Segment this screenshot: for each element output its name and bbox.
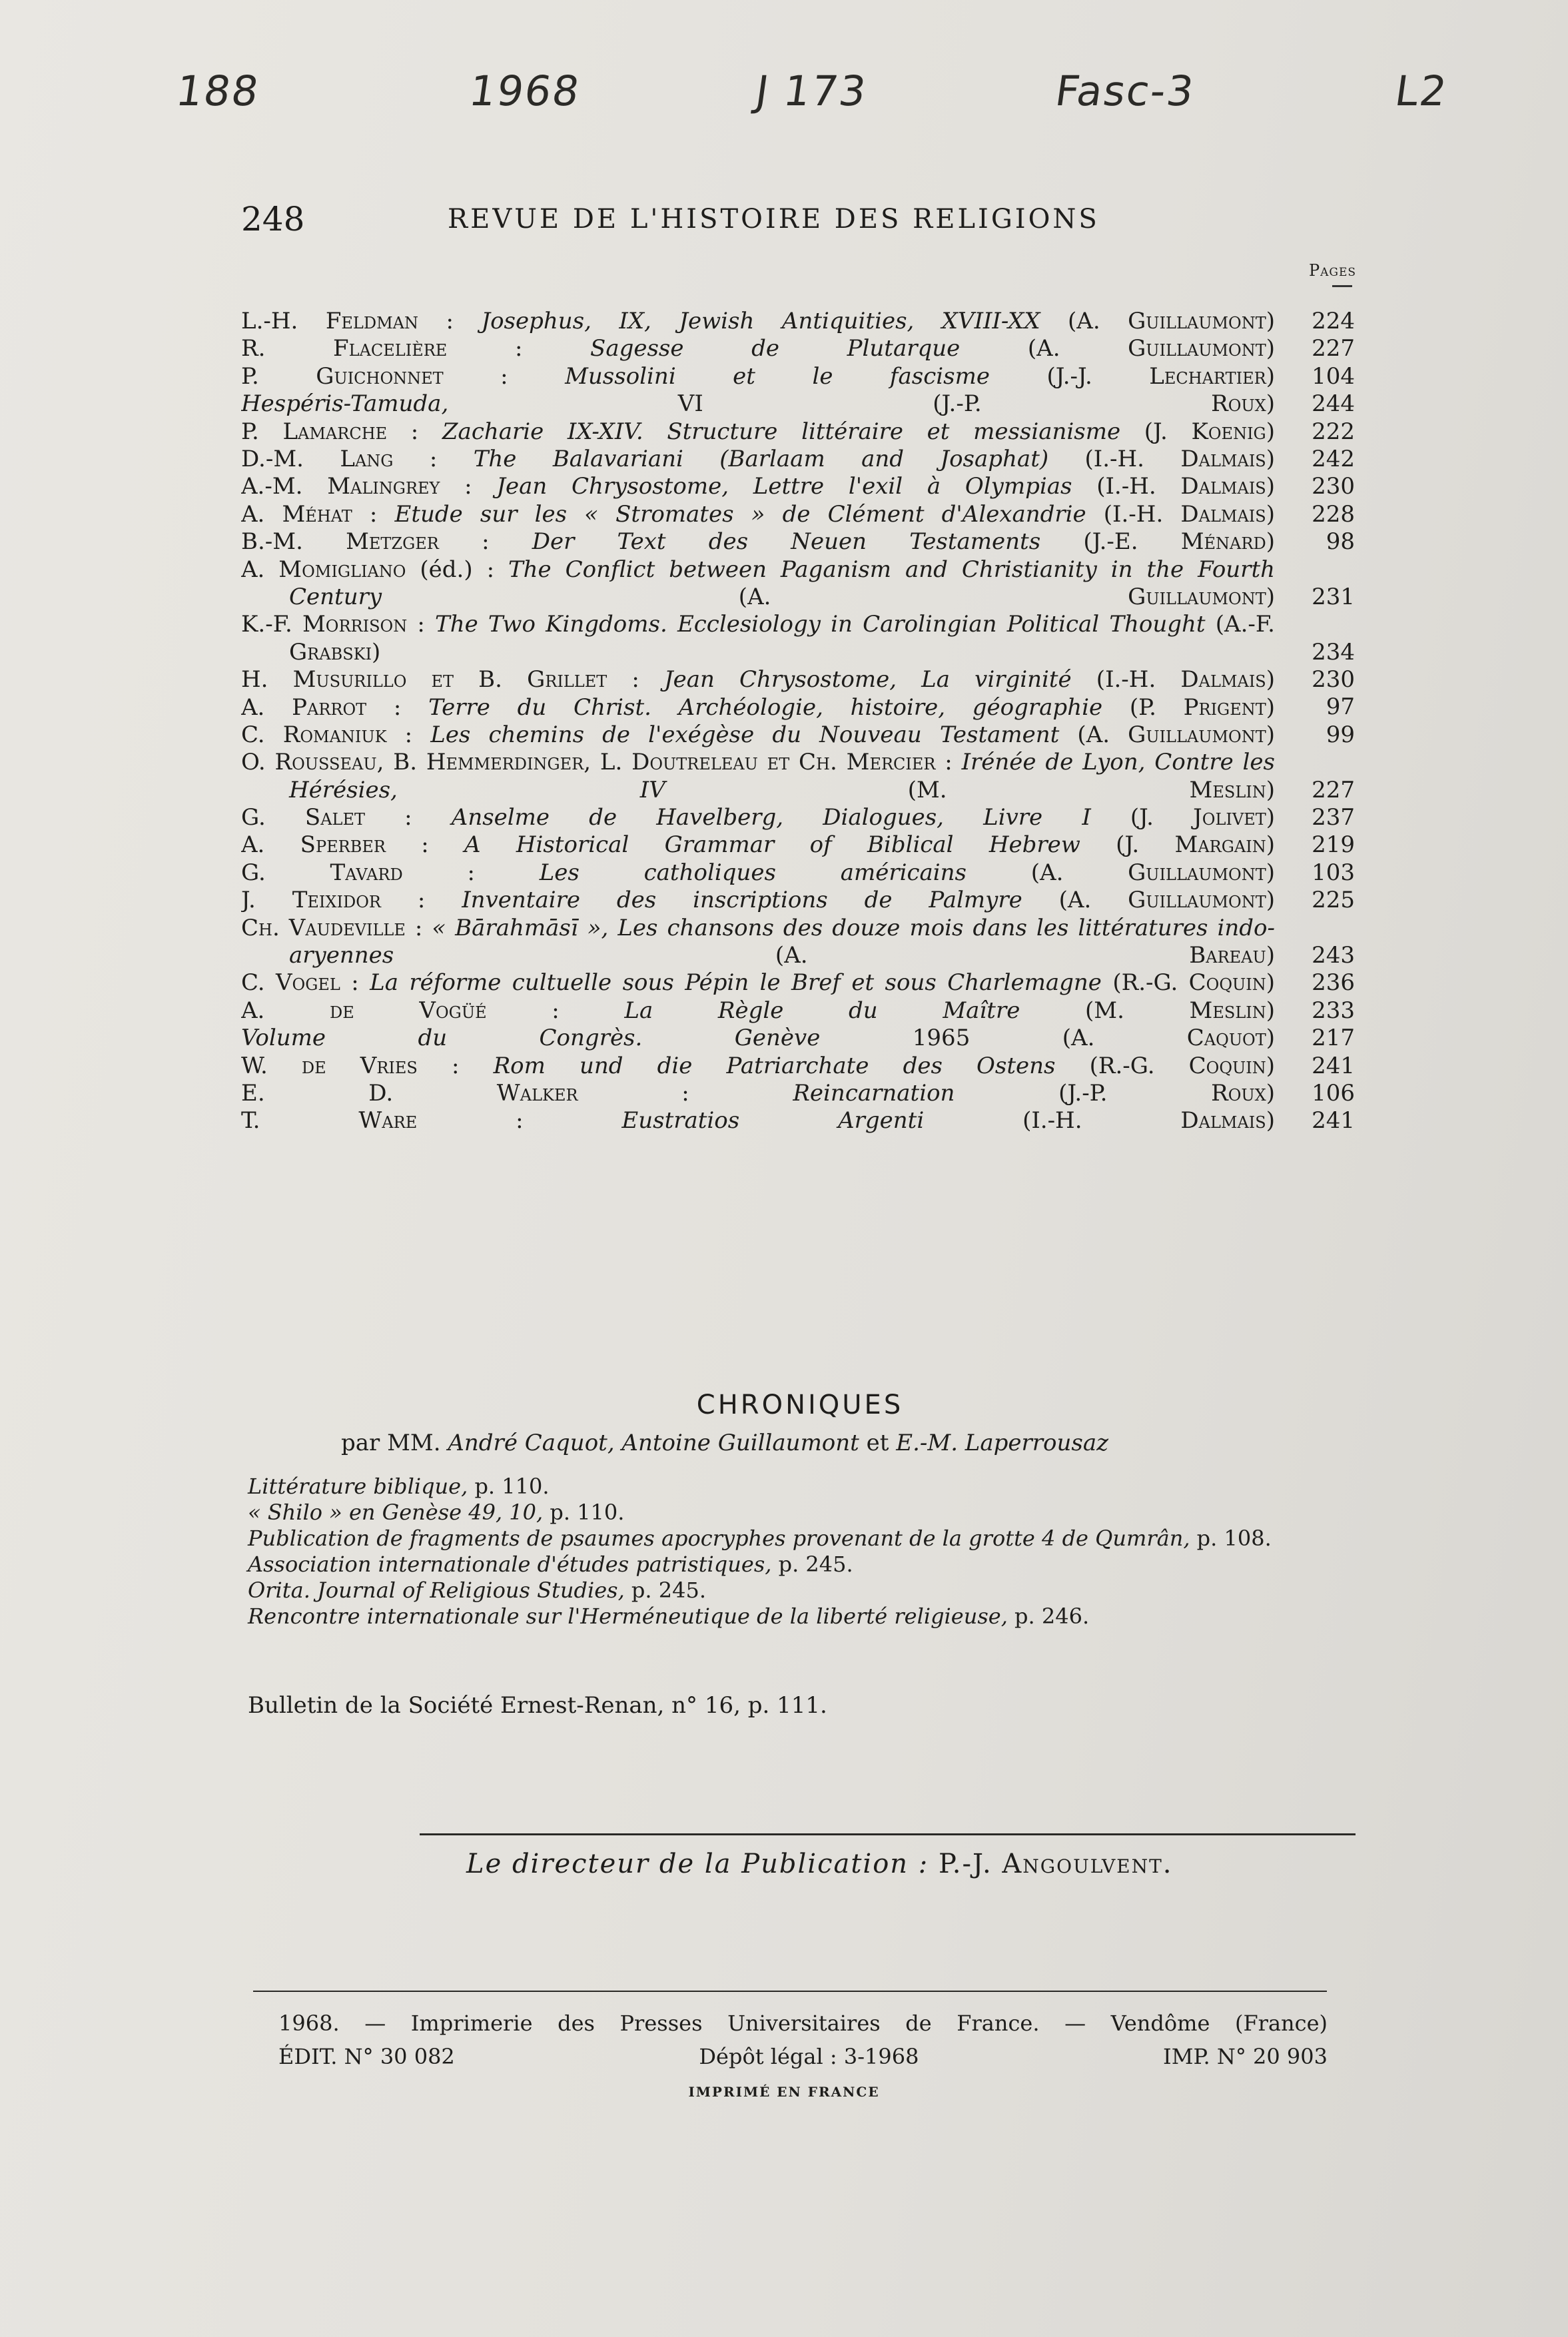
entry-author: G. Salet (241, 804, 365, 831)
index-entry-text (241, 611, 1275, 666)
entry-reviewer: (A. Guillaumont) ..... (289, 887, 1275, 914)
entry-author: T. Ware (241, 1107, 418, 1135)
entry-reviewer: (M. Meslin) ..... (289, 997, 1275, 1025)
entry-separator: : (440, 473, 497, 500)
handwritten-mark: 1968 (466, 67, 584, 115)
entry-page-number: 99 (1326, 721, 1355, 748)
entry-title: La réforme cultuelle sous Pépin le Bref et sous Charlemagne (370, 969, 1102, 997)
index-entry-text (241, 666, 1275, 694)
entry-separator: : (352, 500, 395, 528)
index-entry (241, 390, 1355, 418)
publication-director: Le directeur de la Publication : P.-J. Angoulvent. (466, 1849, 1173, 1879)
review-index (241, 308, 1355, 1135)
chronique-page: p. 108. (1190, 1526, 1272, 1551)
printed-in-france: IMPRIMÉ EN FRANCE (688, 2084, 880, 2100)
index-entry-text (241, 1080, 1275, 1107)
entry-title: « Bārahmāsī », Les chansons des douze mois dans les littératures indo-aryennes (289, 914, 1275, 969)
entry-separator: : (386, 721, 431, 748)
entry-author: D.-M. Lang (241, 445, 394, 472)
entry-title: Inventaire des inscriptions de Palmyre (462, 887, 1022, 914)
index-entry (241, 749, 1355, 804)
pages-label-dash (1332, 285, 1352, 287)
chronique-title: « Shilo » en Genèse 49, 10, (248, 1500, 544, 1525)
entry-separator: : (387, 418, 442, 445)
entry-reviewer: (A. Guillaumont) ..... (289, 335, 1275, 362)
chronique-item (248, 1526, 1274, 1552)
entry-page-number: 227 (1312, 776, 1355, 803)
entry-reviewer: (J.-E. Ménard) ..... (289, 528, 1275, 556)
index-entry-text (241, 556, 1275, 612)
handwritten-mark: 188 (173, 67, 263, 115)
chroniques-title: CHRONIQUES (696, 1390, 904, 1420)
chronique-page: p. 245. (771, 1552, 853, 1577)
index-entry (241, 694, 1355, 721)
pages-column-label: Pages (1308, 261, 1356, 280)
entry-author: B.-M. Metzger (241, 528, 439, 556)
entry-separator: : (443, 362, 566, 390)
entry-title: Irénée de Lyon, Contre les Hérésies, IV (289, 749, 1275, 803)
entry-author: H. Musurillo et B. Grillet (241, 666, 607, 694)
entry-author: C. Romaniuk (241, 721, 387, 748)
entry-separator: : (405, 914, 432, 941)
entry-title: Zacharie IX-XIV. Structure littéraire et messianisme (442, 418, 1121, 445)
imprint-numbers (278, 2044, 1328, 2069)
entry-separator: (éd.) : (406, 556, 508, 583)
handwritten-mark: J 173 (752, 67, 871, 115)
chronique-title: Orita. Journal of Religious Studies, (248, 1578, 625, 1603)
entry-page-number: 104 (1312, 362, 1355, 390)
entry-page-number: 222 (1312, 418, 1355, 445)
index-entry (241, 335, 1355, 362)
entry-title: Josephus, IX, Jewish Antiquities, XVIII-XX (481, 308, 1040, 334)
entry-page-number: 244 (1312, 390, 1355, 418)
entry-reviewer: (M. Meslin) ..... (289, 777, 1275, 804)
entry-page-number: 236 (1312, 969, 1355, 997)
entry-page-number: 219 (1312, 831, 1355, 859)
entry-page-number: 230 (1312, 666, 1355, 694)
entry-separator: : (607, 666, 664, 694)
handwritten-mark: Fasc-3 (1052, 67, 1198, 115)
entry-reviewer: (A. Guillaumont) ..... (289, 721, 1275, 749)
entry-reviewer: 1965 (A. Caquot) ..... (289, 1025, 1275, 1052)
entry-page-number: 231 (1312, 583, 1355, 610)
entry-reviewer: (I.-H. Dalmais) ..... (289, 446, 1275, 473)
chronique-item (248, 1578, 1274, 1604)
entry-page-number: 242 (1312, 445, 1355, 472)
separator-rule (420, 1833, 1356, 1835)
chronique-title: Association internationale d'études patristiques, (248, 1552, 772, 1577)
entry-author: A. Méhat (241, 500, 352, 528)
entry-title: Rom und die Patriarchate des Ostens (493, 1052, 1056, 1079)
index-entry (241, 969, 1355, 997)
index-entry (241, 556, 1355, 612)
running-head: REVUE DE L'HISTOIRE DES RELIGIONS (448, 204, 1100, 234)
index-entry (241, 915, 1355, 970)
entry-author: A. Parrot (241, 694, 367, 721)
index-entry-text (241, 473, 1275, 500)
chronique-page: p. 110. (543, 1500, 625, 1525)
entry-reviewer: (R.-G. Coquin) ..... (289, 1053, 1275, 1080)
entry-author: P. Guichonnet (241, 362, 444, 390)
entry-title: The Balavariani (Barlaam and Josaphat) (473, 445, 1049, 472)
entry-title: Jean Chrysostome, La virginité (663, 666, 1072, 694)
chroniques-authors: par MM. André Caquot, Antoine Guillaumont et E.-M. Laperrousaz (341, 1430, 1109, 1456)
entry-page-number: 106 (1312, 1079, 1355, 1107)
index-entry (241, 887, 1355, 914)
index-entry-text (241, 501, 1275, 528)
entry-title: Hespéris-Tamuda, (241, 390, 449, 418)
entry-separator: : (418, 308, 482, 334)
entry-separator: : (447, 335, 591, 362)
entry-page-number: 227 (1312, 335, 1355, 362)
index-entry (241, 1053, 1355, 1080)
index-entry-text (241, 804, 1275, 831)
index-entry (241, 611, 1355, 666)
entry-page-number: 217 (1312, 1025, 1355, 1052)
bulletin-reference: Bulletin de la Société Ernest-Renan, n° 16, p. 111. (248, 1692, 827, 1719)
index-entry (241, 363, 1355, 390)
index-entry (241, 666, 1355, 694)
entry-author: K.-F. Morrison (241, 611, 408, 638)
chronique-title: Littérature biblique, (248, 1474, 468, 1499)
entry-reviewer: (I.-H. Dalmais) ..... (289, 666, 1275, 694)
entry-page-number: 233 (1312, 997, 1355, 1024)
entry-page-number: 241 (1312, 1107, 1355, 1135)
index-entry-text (241, 831, 1275, 859)
entry-title: Les catholiques américains (539, 859, 967, 886)
index-entry-text (241, 694, 1275, 721)
chronique-item (248, 1552, 1274, 1578)
entry-reviewer: (J. Koenig) ..... (289, 418, 1275, 446)
entry-title: Mussolini et le fascisme (565, 362, 990, 390)
index-entry-text (241, 363, 1275, 390)
entry-author: G. Tavard (241, 859, 403, 886)
entry-separator: : (935, 749, 962, 776)
entry-separator: : (438, 528, 532, 556)
entry-page-number: 103 (1312, 859, 1355, 886)
index-entry (241, 1107, 1355, 1135)
entry-title: The Two Kingdoms. Ecclesiology in Carolingian Political Thought (435, 611, 1206, 638)
entry-page-number: 230 (1312, 473, 1355, 500)
entry-author: L.-H. Feldman (241, 308, 419, 334)
chronique-page: p. 110. (468, 1474, 550, 1499)
index-entry-text (241, 1053, 1275, 1080)
index-entry (241, 831, 1355, 859)
entry-page-number: 237 (1312, 804, 1355, 831)
page-number: 248 (241, 200, 305, 238)
entry-title: Eustratios Argenti (621, 1107, 925, 1135)
entry-title: Sagesse de Plutarque (590, 335, 961, 362)
entry-separator: : (380, 887, 462, 914)
entry-page-number: 241 (1312, 1052, 1355, 1079)
entry-reviewer: (P. Prigent) ..... (289, 694, 1275, 721)
handwritten-mark: L2 (1391, 67, 1451, 115)
entry-reviewer: (I.-H. Dalmais) ..... (289, 501, 1275, 528)
entry-reviewer: (I.-H. Dalmais) ..... (289, 473, 1275, 500)
index-entry-text (241, 390, 1275, 418)
index-entry-text (241, 997, 1275, 1025)
entry-reviewer: (J.-J. Lechartier) ..... (289, 363, 1275, 390)
entry-page-number: 98 (1326, 528, 1355, 556)
legal-deposit: Dépôt légal : 3-1968 (699, 2044, 919, 2069)
entry-author: R. Flacelière (241, 335, 448, 362)
index-entry-text (241, 1025, 1275, 1052)
chronique-title: Publication de fragments de psaumes apocryphes provenant de la grotte 4 de Qumrân, (248, 1526, 1190, 1551)
index-entry-text (241, 1107, 1275, 1135)
entry-author: P. Lamarche (241, 418, 388, 445)
index-entry (241, 418, 1355, 446)
index-entry (241, 528, 1355, 556)
entry-reviewer: (A.-F. Grabski) ..... (289, 611, 1275, 666)
index-entry (241, 1080, 1355, 1107)
entry-reviewer: (A. Bareau) ..... (289, 942, 1275, 969)
print-number: IMP. N° 20 903 (1163, 2044, 1328, 2069)
index-entry-text (241, 969, 1275, 997)
index-entry (241, 308, 1355, 335)
entry-author: A. de Vogüé (241, 997, 487, 1024)
entry-separator: : (407, 611, 436, 638)
index-entry-text (241, 418, 1275, 446)
entry-author: A. Sperber (241, 831, 386, 859)
entry-author: A. Momigliano (241, 556, 406, 583)
entry-page-number: 243 (1312, 942, 1355, 969)
entry-title: Etude sur les « Stromates » de Clément d'Alexandrie (394, 500, 1086, 528)
index-entry-text (241, 721, 1275, 749)
index-entry-text (241, 308, 1275, 335)
chronique-item (248, 1474, 1274, 1500)
index-entry (241, 446, 1355, 473)
index-entry-text (241, 887, 1275, 914)
entry-reviewer: (A. Guillaumont) ..... (289, 584, 1275, 611)
imprint-line: 1968. — Imprimerie des Presses Universitaires de France. — Vendôme (France) (278, 2011, 1328, 2036)
entry-reviewer: (R.-G. Coquin) ..... (289, 969, 1275, 997)
index-entry (241, 997, 1355, 1025)
entry-separator: : (417, 1107, 622, 1135)
index-entry-text (241, 915, 1275, 970)
chronique-item (248, 1604, 1274, 1630)
entry-author: J. Teixidor (241, 887, 381, 914)
entry-title: A Historical Grammar of Biblical Hebrew (464, 831, 1080, 859)
chronique-page: p. 246. (1007, 1604, 1090, 1629)
index-entry (241, 501, 1355, 528)
index-entry-text (241, 446, 1275, 473)
entry-page-number: 228 (1312, 500, 1355, 528)
chronique-item (248, 1500, 1274, 1526)
entry-author: C. Vogel (241, 969, 340, 997)
entry-reviewer: (J.-P. Roux) ..... (289, 1080, 1275, 1107)
entry-title: La Règle du Maître (624, 997, 1020, 1024)
chronique-title: Rencontre internationale sur l'Herméneutique de la liberté religieuse, (248, 1604, 1008, 1629)
entry-page-number: 234 (1312, 638, 1355, 666)
entry-author: Ch. Vaudeville (241, 914, 406, 941)
entry-separator: : (340, 969, 370, 997)
entry-title: Terre du Christ. Archéologie, histoire, géographie (428, 694, 1103, 721)
separator-rule (253, 1991, 1327, 1992)
index-entry-text (241, 859, 1275, 887)
entry-author: W. de Vries (241, 1052, 418, 1079)
entry-separator: : (385, 831, 465, 859)
entry-title: Jean Chrysostome, Lettre l'exil à Olympias (496, 473, 1072, 500)
entry-title: Der Text des Neuen Testaments (532, 528, 1041, 556)
entry-title: Reincarnation (793, 1080, 955, 1107)
chroniques-list (248, 1474, 1274, 1630)
index-entry-text (241, 749, 1275, 804)
chronique-page: p. 245. (624, 1578, 706, 1603)
entry-separator: : (578, 1080, 793, 1107)
index-entry-text (241, 528, 1275, 556)
index-entry (241, 473, 1355, 500)
entry-separator: : (402, 859, 540, 886)
entry-separator: : (417, 1052, 494, 1079)
index-entry (241, 859, 1355, 887)
entry-reviewer: (A. Guillaumont) ..... (289, 308, 1275, 335)
entry-page-number: 225 (1312, 887, 1355, 914)
entry-separator: : (486, 997, 625, 1024)
edition-number: ÉDIT. N° 30 082 (278, 2044, 455, 2069)
entry-reviewer: (J. Jolivet) ..... (289, 804, 1275, 831)
entry-title: Volume du Congrès. Genève (241, 1025, 821, 1052)
entry-page-number: 224 (1312, 307, 1355, 334)
index-entry-text (241, 335, 1275, 362)
page-header (241, 200, 1354, 240)
entry-reviewer: (I.-H. Dalmais) ..... (289, 1107, 1275, 1135)
entry-author: A.-M. Malingrey (241, 473, 440, 500)
entry-page-number: 97 (1326, 694, 1355, 721)
index-entry (241, 721, 1355, 749)
entry-reviewer: (A. Guillaumont) ..... (289, 859, 1275, 887)
index-entry (241, 804, 1355, 831)
index-entry (241, 1025, 1355, 1052)
entry-author: E. D. Walker (241, 1080, 578, 1107)
entry-separator: : (365, 804, 452, 831)
entry-title: The Conflict between Paganism and Christianity in the Fourth Century (289, 556, 1275, 610)
entry-reviewer: (J. Margain) ..... (289, 831, 1275, 859)
entry-title: Anselme de Havelberg, Dialogues, Livre I (451, 804, 1091, 831)
entry-title: Les chemins de l'exégèse du Nouveau Testament (430, 721, 1060, 748)
entry-reviewer: VI (J.-P. Roux) ..... (289, 390, 1275, 418)
entry-separator: : (393, 445, 474, 472)
entry-separator: : (366, 694, 429, 721)
entry-author: O. Rousseau, B. Hemmerdinger, L. Doutreleau et Ch. Mercier (241, 749, 936, 776)
